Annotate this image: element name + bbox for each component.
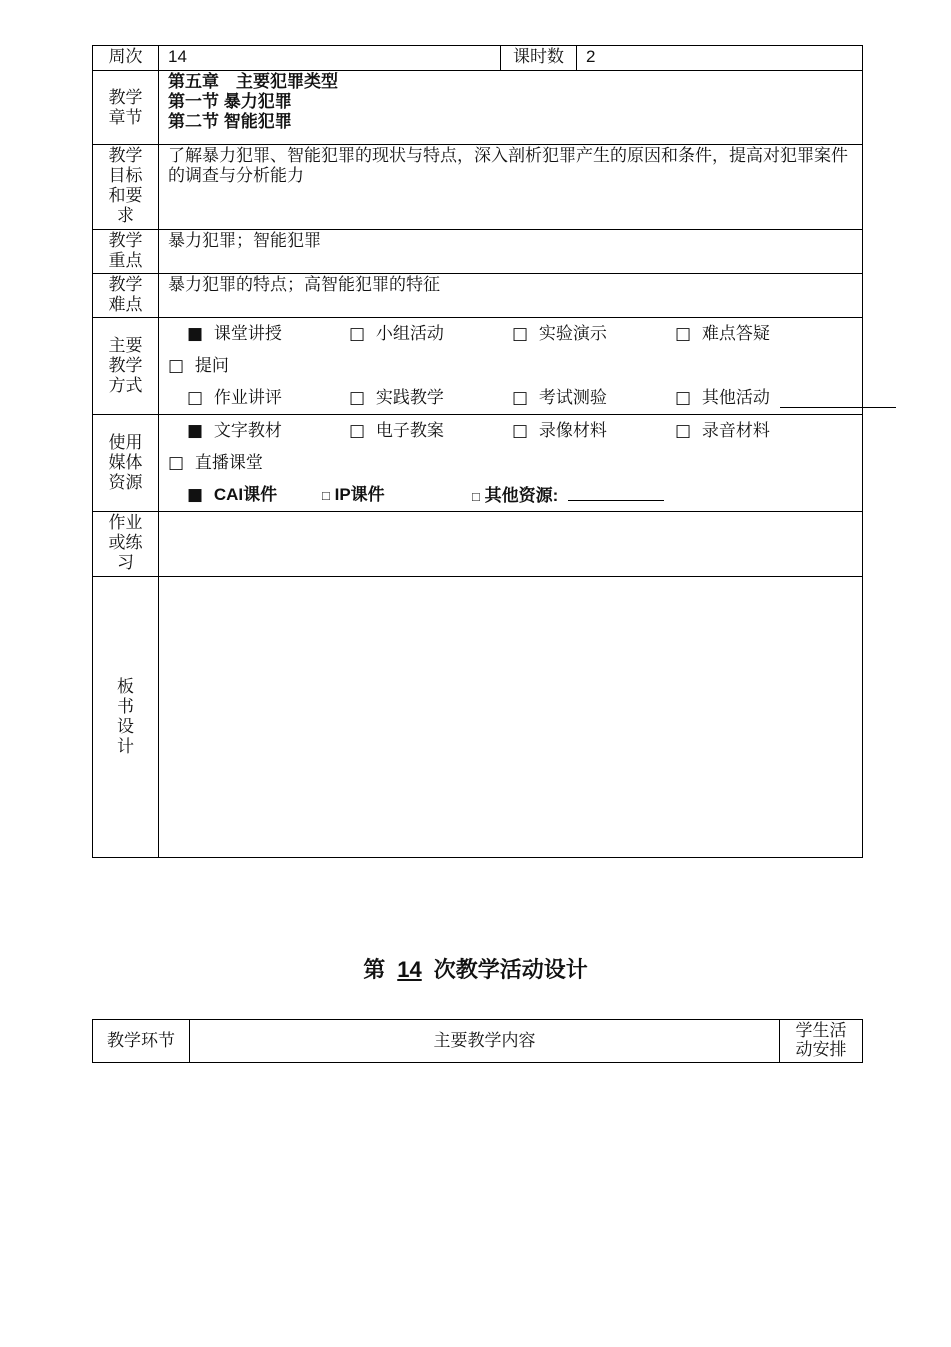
header-main-content: 主要教学内容 [190, 1020, 780, 1063]
method-option[interactable]: □ 小组活动 [349, 324, 444, 344]
method-option[interactable]: ■ 课堂讲授 [187, 324, 282, 344]
homework-label: 作业或练习 [93, 512, 159, 577]
hours-value: 2 [577, 46, 863, 71]
key-points-content: 暴力犯罪；智能犯罪 [159, 230, 863, 274]
difficult-points-label: 教学难点 [93, 274, 159, 318]
checkbox-icon: □ [512, 324, 529, 344]
week-value: 14 [159, 46, 501, 71]
header-student-activities: 学生活动安排 [780, 1020, 863, 1063]
section-line: 第二节 智能犯罪 [168, 112, 292, 131]
course-plan-table [92, 45, 863, 858]
checkbox-icon: ■ [187, 485, 204, 505]
media-options [159, 415, 863, 512]
activity-design-table [92, 1019, 863, 1063]
checkbox-icon: ■ [187, 324, 204, 344]
checkbox-icon: □ [675, 421, 692, 441]
checkbox-icon: □ [349, 324, 366, 344]
checkbox-icon: □ [512, 421, 529, 441]
method-option[interactable]: □ 考试测验 [512, 388, 607, 408]
methods-options [159, 318, 863, 415]
method-option[interactable]: □ 实践教学 [349, 388, 444, 408]
checkbox-icon: □ [168, 356, 185, 376]
method-option[interactable]: □ 实验演示 [512, 324, 607, 344]
method-option[interactable]: □ 作业讲评 [187, 388, 282, 408]
checkbox-icon: □ [472, 489, 480, 504]
checkbox-icon: □ [349, 388, 366, 408]
board-design-label: 板书设计 [93, 577, 159, 858]
checkbox-icon: □ [168, 453, 185, 473]
method-option[interactable]: □ 其他活动 [675, 388, 770, 408]
checkbox-icon: □ [675, 324, 692, 344]
section-line: 第一节 暴力犯罪 [168, 92, 292, 111]
chapter-label: 教学章节 [93, 71, 159, 145]
checkbox-icon: □ [675, 388, 692, 408]
checkbox-icon: ■ [187, 421, 204, 441]
methods-label: 主要教学方式 [93, 318, 159, 415]
header-teaching-stage: 教学环节 [93, 1020, 190, 1063]
fill-in-blank[interactable] [568, 485, 664, 501]
media-option[interactable]: □ 录音材料 [675, 421, 770, 441]
media-option[interactable]: □ 录像材料 [512, 421, 607, 441]
checkbox-icon: □ [322, 488, 330, 503]
method-option[interactable]: □ 提问 [168, 356, 229, 376]
checkbox-icon: □ [349, 421, 366, 441]
week-label: 周次 [93, 46, 159, 71]
goals-content: 了解暴力犯罪、智能犯罪的现状与特点，深入剖析犯罪产生的原因和条件，提高对犯罪案件的调查与分析能力 [159, 145, 863, 230]
method-option[interactable]: □ 难点答疑 [675, 324, 770, 344]
goals-label: 教学目标和要求 [93, 145, 159, 230]
media-option[interactable]: □ IP课件 [322, 485, 385, 504]
page-title: 第 14 次教学活动设计 [363, 957, 588, 982]
media-option[interactable]: ■ 文字教材 [187, 421, 282, 441]
hours-label: 课时数 [501, 46, 577, 71]
media-label: 使用媒体资源 [93, 415, 159, 512]
difficult-points-content: 暴力犯罪的特点；高智能犯罪的特征 [159, 274, 863, 318]
media-option[interactable]: ■ CAI课件 [187, 485, 278, 505]
media-option[interactable]: □ 其他资源: [472, 485, 664, 507]
board-design-content [159, 577, 863, 858]
chapter-line: 第五章 主要犯罪类型 [168, 72, 338, 91]
media-option[interactable]: □ 电子教案 [349, 421, 444, 441]
media-option[interactable]: □ 直播课堂 [168, 453, 263, 473]
checkbox-icon: □ [512, 388, 529, 408]
checkbox-icon: □ [187, 388, 204, 408]
homework-content [159, 512, 863, 577]
chapter-content [159, 71, 863, 145]
key-points-label: 教学重点 [93, 230, 159, 274]
other-activity-blank[interactable] [780, 407, 896, 408]
